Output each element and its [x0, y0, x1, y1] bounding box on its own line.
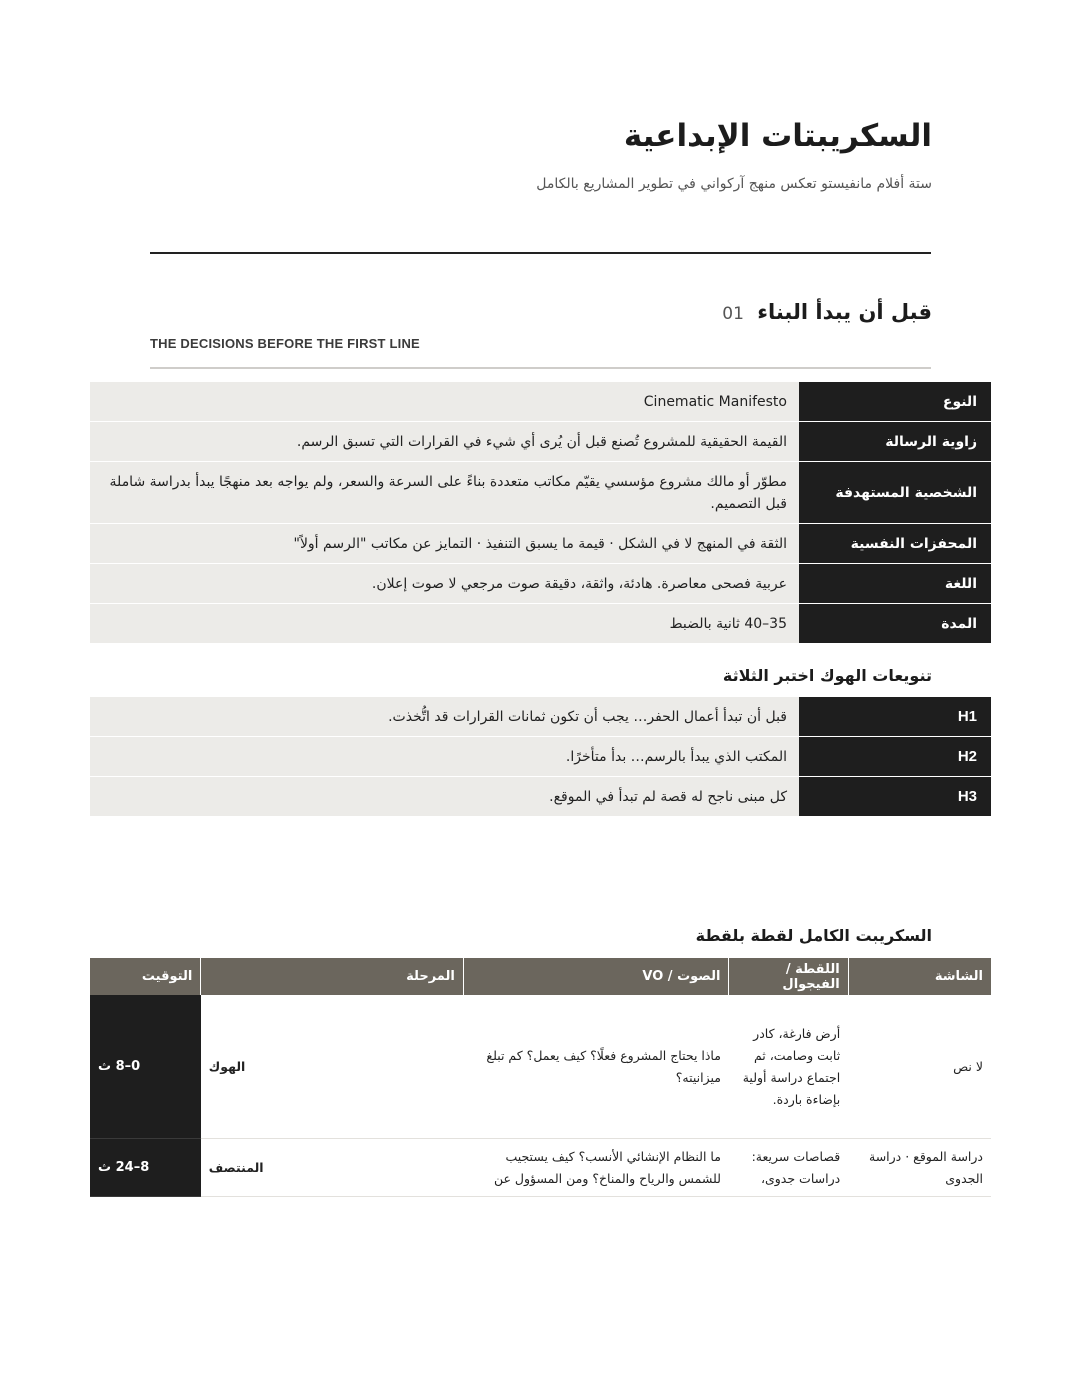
header-divider	[150, 252, 931, 254]
brief-row	[90, 462, 991, 524]
brief-label: زاوية الرسالة	[799, 422, 991, 462]
hook-text: المكتب الذي يبدأ بالرسم… بدأ متأخرًا.	[90, 737, 799, 777]
hooks-table	[90, 697, 991, 817]
brief-value: الثقة في المنهج لا في الشكل · قيمة ما يسبق التنفيذ · التمايز عن مكاتب "الرسم أولاً"	[90, 524, 799, 564]
hook-row	[90, 777, 991, 817]
screen-cell: دراسة الموقع · دراسة الجدوى	[848, 1139, 991, 1197]
page-title: السكريبتات الإبداعية	[623, 118, 932, 154]
brief-row	[90, 422, 991, 462]
hook-text: قبل أن تبدأ أعمال الحفر… يجب أن تكون ثمانات القرارات قد اتُّخذت.	[90, 697, 799, 737]
page-subtitle: ستة أفلام مانفيستو تعكس منهج آركواني في تطوير المشاريع بالكامل	[536, 176, 932, 192]
brief-value: 35–40 ثانية بالضبط	[90, 604, 799, 644]
hook-text: كل مبنى ناجح له قصة لم تبدأ في الموقع.	[90, 777, 799, 817]
brief-label: اللغة	[799, 564, 991, 604]
script-title: السكريبت الكامل لقطة بلقطة	[695, 926, 932, 945]
hook-row	[90, 737, 991, 777]
section-subtitle-en: THE DECISIONS BEFORE THE FIRST LINE	[150, 336, 420, 351]
brief-row	[90, 604, 991, 644]
section-title	[722, 300, 932, 324]
brief-table	[90, 382, 991, 644]
vo-cell: ماذا يحتاج المشروع فعلًا؟ كيف يعمل؟ كم تبلغ ميزانيته؟	[463, 995, 729, 1139]
section-divider	[150, 367, 931, 369]
hook-row	[90, 697, 991, 737]
brief-value: عربية فصحى معاصرة. هادئة، واثقة، دقيقة صوت مرجعي لا صوت إعلان.	[90, 564, 799, 604]
script-row	[90, 1139, 991, 1197]
screen-cell: لا نص	[848, 995, 991, 1139]
phase-cell: المنتصف	[201, 1139, 464, 1197]
header-shot: اللقطة / الفيجوال	[729, 958, 848, 995]
brief-label: المحفزات النفسية	[799, 524, 991, 564]
vo-cell: ما النظام الإنشائي الأنسب؟ كيف يستجيب للشمس والرياح والمناخ؟ ومن المسؤول عن	[463, 1139, 729, 1197]
script-row	[90, 995, 991, 1139]
hooks-title: تنويعات الهوك اختبر الثلاثة	[722, 666, 932, 685]
brief-row	[90, 564, 991, 604]
hook-label: H3	[799, 777, 991, 817]
brief-row	[90, 382, 991, 422]
time-cell: 8–24 ث	[90, 1139, 201, 1197]
brief-value: Cinematic Manifesto	[90, 382, 799, 422]
header-screen: الشاشة	[848, 958, 991, 995]
section-title-text: قبل أن يبدأ البناء	[757, 300, 932, 324]
brief-row	[90, 524, 991, 564]
section-number: 01	[722, 304, 744, 324]
brief-value: مطوّر أو مالك مشروع مؤسسي يقيّم مكاتب متعددة بناءً على السرعة والسعر، ولم يواجه بعد منهجًا يبدأ بدراسة شاملة قبل التصميم.	[90, 462, 799, 524]
hook-label: H2	[799, 737, 991, 777]
script-table	[90, 958, 991, 1197]
shot-cell: قصاصات سريعة: دراسات جدوى،	[729, 1139, 848, 1197]
header-phase: المرحلة	[201, 958, 464, 995]
brief-label: النوع	[799, 382, 991, 422]
header-vo: الصوت / VO	[463, 958, 729, 995]
script-header-row	[90, 958, 991, 995]
header-time: التوقيت	[90, 958, 201, 995]
phase-cell: الهوك	[201, 995, 464, 1139]
brief-value: القيمة الحقيقية للمشروع تُصنع قبل أن يُرى أي شيء في القرارات التي تسبق الرسم.	[90, 422, 799, 462]
time-cell: 0–8 ث	[90, 995, 201, 1139]
brief-label: الشخصية المستهدفة	[799, 462, 991, 524]
shot-cell: أرض فارغة، كادر ثابت وصامت، ثم اجتماع دراسة أولية بإضاءة باردة.	[729, 995, 848, 1139]
hook-label: H1	[799, 697, 991, 737]
brief-label: المدة	[799, 604, 991, 644]
